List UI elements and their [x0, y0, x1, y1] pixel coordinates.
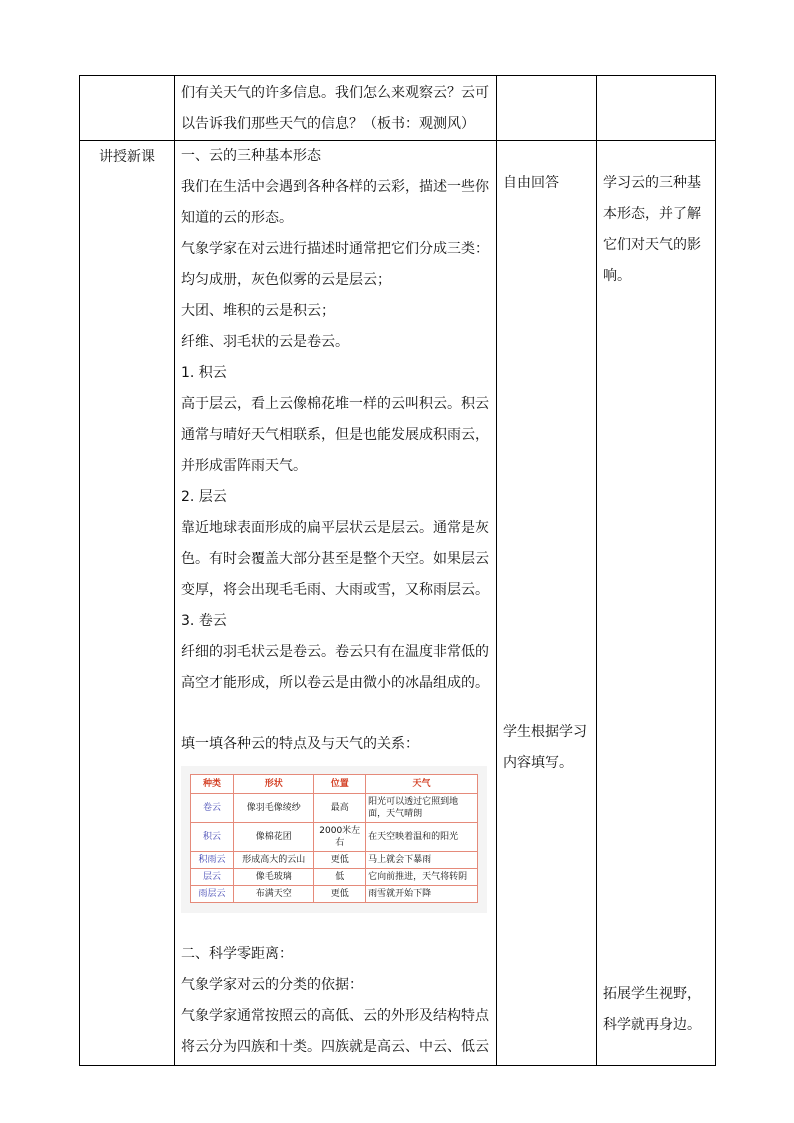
- student-answer-line: 学生根据学习: [503, 724, 587, 740]
- cloud-kind-cell: 积雨云: [191, 852, 234, 869]
- header-cell: 形状: [234, 775, 314, 794]
- cloud-table-row: [191, 794, 478, 823]
- cloud-position-cell: 低: [314, 869, 366, 886]
- activity-cell-empty: [497, 76, 597, 141]
- item-title-cumulus: 1. 积云: [181, 365, 227, 381]
- heading-science-zero-distance: 二、科学零距离：: [181, 946, 293, 962]
- cloud-weather-cell: 在天空映着温和的阳光: [366, 823, 478, 852]
- cloud-shape-cell: 像棉花团: [234, 823, 314, 852]
- cloud-table-header: [191, 775, 478, 794]
- header-cell: 天气: [366, 775, 478, 794]
- intro-line: 以告诉我们那些天气的信息？（板书：观测风）: [181, 116, 475, 132]
- cloud-weather-cell: 阳光可以透过它照到地面，天气晴朗: [366, 794, 478, 823]
- intent-line: 科学就再身边。: [603, 1017, 701, 1033]
- cloud-shape-cell: 布满天空: [234, 886, 314, 903]
- table-row-intro: [80, 76, 716, 141]
- cloud-shape-cell: 像羽毛像绫纱: [234, 794, 314, 823]
- paragraph-line: 将云分为四族和十类。四族就是高云、中云、低云: [181, 1039, 489, 1055]
- paragraph-line: 我们在生活中会遇到各种各样的云彩，描述一些你: [181, 179, 489, 195]
- heading-cloud-forms: 一、云的三种基本形态: [181, 148, 321, 164]
- item-title-cirrus: 3. 卷云: [181, 613, 227, 629]
- paragraph-line: 知道的云的形态。: [181, 210, 293, 226]
- intent-line: 它们对天气的影: [603, 237, 701, 253]
- label-cell-empty: [80, 76, 175, 141]
- table-row-new-lesson: [80, 141, 716, 1066]
- student-activity-cell: [497, 141, 597, 1066]
- lesson-plan-table: [79, 75, 716, 1066]
- cloud-table-row: [191, 852, 478, 869]
- paragraph-line: 变厚，将会出现毛毛雨、大雨或雪，又称雨层云。: [181, 582, 489, 598]
- paragraph-line: 气象学家通常按照云的高低、云的外形及结构特点: [181, 1008, 489, 1024]
- intro-line: 们有关天气的许多信息。我们怎么来观察云？云可: [181, 85, 489, 101]
- student-answer: 自由回答: [503, 175, 559, 191]
- paragraph-line: 气象学家在对云进行描述时通常把它们分成三类：: [181, 241, 489, 257]
- intent-line: 拓展学生视野，: [603, 986, 701, 1002]
- cloud-table-row: [191, 869, 478, 886]
- cloud-position-cell: 更低: [314, 852, 366, 869]
- item-title-stratus: 2. 层云: [181, 489, 227, 505]
- paragraph-line: 均匀成册，灰色似雾的云是层云；: [181, 272, 391, 288]
- paragraph-line: 高于层云，看上云像棉花堆一样的云叫积云。积云: [181, 396, 489, 412]
- paragraph-line: 大团、堆积的云是积云；: [181, 303, 335, 319]
- paragraph-line: 通常与晴好天气相联系，但是也能发展成积雨云，: [181, 427, 489, 443]
- header-cell: 位置: [314, 775, 366, 794]
- intent-cell-empty: [597, 76, 716, 141]
- cloud-shape-cell: 形成高大的云山: [234, 852, 314, 869]
- paragraph-line: 靠近地球表面形成的扁平层状云是层云。通常是灰: [181, 520, 489, 536]
- cloud-kind-cell: 雨层云: [191, 886, 234, 903]
- cloud-table-row: [191, 823, 478, 852]
- intent-line: 响。: [603, 268, 631, 284]
- student-answer-line: 内容填写。: [503, 755, 573, 771]
- intro-cell: [175, 76, 497, 141]
- cloud-weather-cell: 它向前推进，天气将转阴: [366, 869, 478, 886]
- paragraph-line: 纤细的羽毛状云是卷云。卷云只有在温度非常低的: [181, 644, 489, 660]
- cloud-kind-cell: 卷云: [191, 794, 234, 823]
- paragraph-line: 气象学家对云的分类的依据：: [181, 977, 363, 993]
- paragraph-line: 纤维、羽毛状的云是卷云。: [181, 334, 349, 350]
- intent-line: 本形态，并了解: [603, 206, 701, 222]
- cloud-table-row: [191, 886, 478, 903]
- cloud-kind-cell: 积云: [191, 823, 234, 852]
- fill-in-prompt: 填一填各种云的特点及与天气的关系：: [181, 736, 419, 752]
- paragraph-line: 高空才能形成，所以卷云是由微小的冰晶组成的。: [181, 675, 489, 691]
- cloud-position-cell: 最高: [314, 794, 366, 823]
- cloud-table-image: [181, 766, 487, 913]
- cloud-weather-cell: 雨雪就开始下降: [366, 886, 478, 903]
- cloud-shape-cell: 像毛玻璃: [234, 869, 314, 886]
- design-intent-cell: [597, 141, 716, 1066]
- intent-line: 学习云的三种基: [603, 175, 701, 191]
- content-cell: [175, 141, 497, 1066]
- cloud-types-table: [190, 774, 478, 903]
- cloud-position-cell: 2000米左右: [314, 823, 366, 852]
- section-label: 讲授新课: [99, 149, 155, 165]
- header-cell: 种类: [191, 775, 234, 794]
- cloud-position-cell: 更低: [314, 886, 366, 903]
- cloud-weather-cell: 马上就会下暴雨: [366, 852, 478, 869]
- paragraph-line: 色。有时会覆盖大部分甚至是整个天空。如果层云: [181, 551, 489, 567]
- paragraph-line: 并形成雷阵雨天气。: [181, 458, 307, 474]
- section-label-cell: [80, 141, 175, 1066]
- cloud-kind-cell: 层云: [191, 869, 234, 886]
